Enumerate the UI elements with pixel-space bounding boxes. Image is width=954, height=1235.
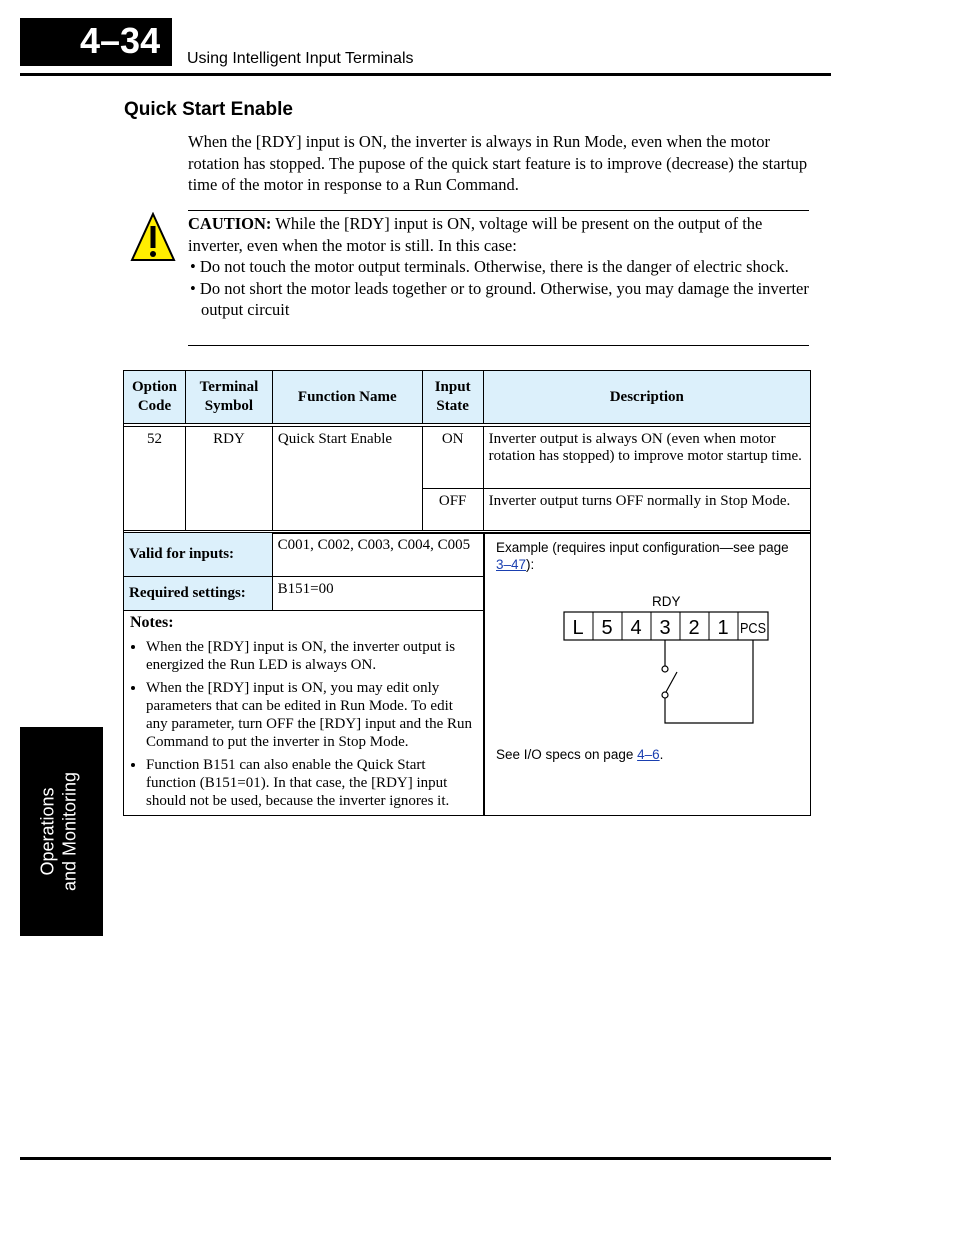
example-panel xyxy=(484,532,811,816)
terminal-1: 1 xyxy=(717,617,729,639)
terminal-strip-diagram xyxy=(563,611,773,726)
terminal-symbol-cell: RDY xyxy=(185,427,272,531)
footer-rule xyxy=(20,1157,831,1160)
header-description: Description xyxy=(483,371,810,424)
rdy-terminal-label: RDY xyxy=(652,594,681,609)
caution-block xyxy=(188,213,809,321)
terminal-5: 5 xyxy=(601,617,613,639)
intro-paragraph: When the [RDY] input is ON, the inverter is always in Run Mode, even when the motor rotation has stopped. The pupose of the quick start feature is to improve (decrease) the startup time of the motor in response to a Run Command. xyxy=(188,132,808,194)
example-text-prefix: Example (requires input configuration—see page xyxy=(496,540,789,555)
side-tab-line2: and Monitoring xyxy=(59,771,80,892)
running-header: Using Intelligent Input Terminals xyxy=(187,50,414,67)
switch-icon xyxy=(666,672,677,692)
table-header-row xyxy=(124,371,811,424)
required-settings-value: B151=00 xyxy=(272,577,483,611)
table-row xyxy=(124,427,811,489)
caution-label: CAUTION: xyxy=(188,214,272,233)
section-heading: Quick Start Enable xyxy=(124,99,293,120)
terminal-3: 3 xyxy=(659,617,671,639)
valid-inputs-label: Valid for inputs: xyxy=(124,533,273,577)
switch-contact-top xyxy=(662,666,668,672)
page-link-4-6[interactable]: 4–6 xyxy=(637,747,660,762)
list-item: • Function B151 can also enable the Quick Start function (B151=01). In that case, the [RDY] input should not be used, because the inverter ignores it. xyxy=(146,756,477,810)
state-off-cell: OFF xyxy=(422,489,483,531)
list-item: • When the [RDY] input is ON, you may edit only parameters that can be edited in Run Mode. To edit any parameter, turn OFF the [RDY] input and the Run Command to put the inverter in Stop Mode. xyxy=(146,679,477,751)
function-name-cell: Quick Start Enable xyxy=(272,427,422,531)
settings-table xyxy=(123,532,484,611)
caution-body: While the [RDY] input is ON, voltage will be present on the output of the inverter, even when the motor is still. In this case: xyxy=(188,214,763,255)
list-item: • When the [RDY] input is ON, the inverter output is energized the Run LED is always ON. xyxy=(146,638,477,674)
valid-inputs-value: C001, C002, C003, C004, C005 xyxy=(272,533,483,577)
io-specs-note xyxy=(496,747,663,762)
caution-bullet: • Do not short the motor leads together or to ground. Otherwise, you may damage the inverter output circuit xyxy=(190,278,809,319)
example-text-suffix: ): xyxy=(526,557,535,572)
caution-bullet: • Do not touch the motor output terminals. Otherwise, there is the danger of electric shock. xyxy=(190,257,789,276)
example-caption xyxy=(496,539,796,573)
side-tab-line1: Operations xyxy=(37,787,58,876)
switch-contact-bottom xyxy=(662,692,668,698)
option-code-cell: 52 xyxy=(124,427,186,531)
function-table xyxy=(123,370,811,534)
notes-box xyxy=(123,610,484,816)
warning-icon xyxy=(130,212,176,262)
description-on-cell: Inverter output is always ON (even when motor rotation has stopped) to improve motor startup time. xyxy=(483,427,810,489)
notes-heading: Notes: xyxy=(130,614,174,631)
io-text-prefix: See I/O specs on page xyxy=(496,747,638,762)
terminal-2: 2 xyxy=(688,617,700,639)
notes-list xyxy=(130,638,477,810)
caution-bottom-rule xyxy=(188,345,809,346)
io-text-suffix: . xyxy=(659,747,664,762)
caution-text xyxy=(188,213,809,256)
terminal-4: 4 xyxy=(630,617,642,639)
state-on-cell: ON xyxy=(422,427,483,489)
wiring-loop xyxy=(665,640,753,723)
side-tab-label xyxy=(20,727,103,936)
description-off-cell: Inverter output turns OFF normally in Stop Mode. xyxy=(483,489,810,531)
header-input-state: Input State xyxy=(422,371,483,424)
header-rule xyxy=(20,73,831,76)
header-function-name: Function Name xyxy=(272,371,422,424)
header-terminal-symbol: Terminal Symbol xyxy=(185,371,272,424)
header-option-code: Option Code xyxy=(124,371,186,424)
terminal-L: L xyxy=(572,617,584,639)
required-settings-label: Required settings: xyxy=(124,577,273,611)
caution-top-rule xyxy=(188,210,809,211)
page-number: 4–34 xyxy=(20,18,172,66)
terminal-PCS: PCS xyxy=(740,620,766,637)
page-link-3-47[interactable]: 3–47 xyxy=(496,557,527,572)
